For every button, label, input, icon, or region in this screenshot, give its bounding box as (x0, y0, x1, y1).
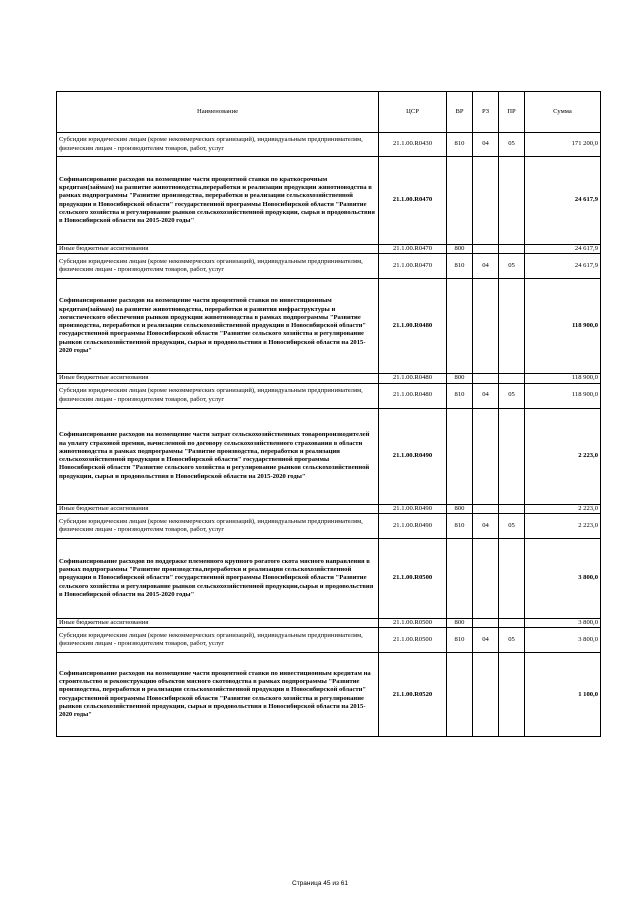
budget-table (56, 91, 601, 737)
table-row-program (57, 408, 601, 504)
cell-rz (473, 157, 499, 245)
cell-pr: 05 (499, 383, 525, 408)
cell-vr (447, 653, 473, 737)
cell-vr: 800 (447, 504, 473, 513)
cell-csr: 21.1.00.R0500 (379, 538, 447, 618)
cell-rz (473, 618, 499, 627)
cell-vr: 810 (447, 628, 473, 653)
cell-csr: 21.1.00.R0470 (379, 157, 447, 245)
cell-rz: 04 (473, 628, 499, 653)
cell-name: Софинансирование расходов на возмещение части процентной ставки по инвестиционным кредитам(займам) на развитие животноводства, переработки и развития инфраструктуры и логистического обеспечения рынков продукции животноводства в рамках подпрограммы "Развитие производства, переработки и реализации сельскохозяйственной продукции в Новосибирской области" государственной программы Новосибирской области "Развитие сельского хозяйства и регулирование рынков сельскохозяйственной продукции, сырья и продовольствия в Новосибирской области на 2015-2020 годы" (57, 279, 379, 374)
table-row (57, 628, 601, 653)
cell-vr (447, 157, 473, 245)
table-header-row (57, 92, 601, 133)
cell-pr: 05 (499, 513, 525, 538)
cell-vr (447, 279, 473, 374)
page-number: Страница 45 из 61 (292, 880, 348, 887)
cell-rz: 04 (473, 513, 499, 538)
cell-sum: 24 617,9 (525, 245, 601, 254)
cell-csr: 21.1.00.R0470 (379, 245, 447, 254)
cell-sum: 118 900,0 (525, 383, 601, 408)
cell-pr (499, 653, 525, 737)
cell-csr: 21.1.00.R0500 (379, 618, 447, 627)
budget-table-container (56, 91, 600, 737)
cell-name: Субсидии юридическим лицам (кроме некоммерческих организаций), индивидуальным предпринимателям, физическим лицам - производителям товаров, работ, услуг (57, 133, 379, 157)
cell-vr (447, 408, 473, 504)
cell-sum: 3 800,0 (525, 618, 601, 627)
cell-name: Субсидии юридическим лицам (кроме некоммерческих организаций), индивидуальным предпринимателям, физическим лицам - производителям товаров, работ, услуг (57, 254, 379, 279)
cell-pr (499, 374, 525, 383)
cell-name: Субсидии юридическим лицам (кроме некоммерческих организаций), индивидуальным предпринимателям, физическим лицам - производителям товаров, работ, услуг (57, 628, 379, 653)
cell-pr (499, 408, 525, 504)
cell-csr: 21.1.00.R0480 (379, 383, 447, 408)
cell-pr (499, 157, 525, 245)
cell-rz (473, 279, 499, 374)
cell-pr (499, 245, 525, 254)
cell-name: Софинансирование расходов на возмещение части процентной ставки по краткосрочным кредитам(займам) на развитие животноводства,переработки и реализации продукции животноводства в рамках подпрограммы "Развитие производства, переработки и реализации сельскохозяйственной продукции в Новосибирской области" государственной программы Новосибирской области "Развитие сельского хозяйства и регулирование рынков сельскохозяйственной продукции, сырья и продовольствия в Новосибирской области на 2015-2020 годы" (57, 157, 379, 245)
cell-pr: 05 (499, 133, 525, 157)
header-name: Наименование (57, 92, 379, 133)
cell-rz (473, 374, 499, 383)
cell-vr: 810 (447, 254, 473, 279)
table-row (57, 374, 601, 383)
cell-rz: 04 (473, 254, 499, 279)
cell-vr: 810 (447, 133, 473, 157)
header-vr: ВР (447, 92, 473, 133)
cell-sum: 171 200,0 (525, 133, 601, 157)
cell-csr: 21.1.00.R0480 (379, 374, 447, 383)
header-csr: ЦСР (379, 92, 447, 133)
cell-name: Софинансирование расходов по поддержке племенного крупного рогатого скота мясного направления в рамках подпрограммы "Развитие производства,переработки и реализации сельскохозяйственной продукции в Новосибирской области" государственной программы Новосибирской области "Развитие сельского хозяйства и регулирование рынков сельскохозяйственной продукции,сырья и продовольствия в Новосибирской области на 2015-2020 годы" (57, 538, 379, 618)
cell-csr: 21.1.00.R0430 (379, 133, 447, 157)
table-row (57, 383, 601, 408)
table-row (57, 504, 601, 513)
cell-csr: 21.1.00.R0520 (379, 653, 447, 737)
table-row (57, 133, 601, 157)
cell-sum: 3 800,0 (525, 538, 601, 618)
cell-name: Иные бюджетные ассигнования (57, 504, 379, 513)
header-rz: РЗ (473, 92, 499, 133)
cell-pr: 05 (499, 254, 525, 279)
table-row-program (57, 538, 601, 618)
cell-sum: 2 223,0 (525, 504, 601, 513)
cell-pr (499, 618, 525, 627)
cell-vr: 810 (447, 513, 473, 538)
cell-sum: 24 617,9 (525, 157, 601, 245)
cell-rz: 04 (473, 133, 499, 157)
cell-rz (473, 504, 499, 513)
cell-vr: 800 (447, 618, 473, 627)
cell-name: Софинансирование расходов на возмещение части затрат сельскохозяйственных товаропроизводителей на уплату страховой премии, начисленной по договору сельскохозяйственного страхования в области животноводства в рамках подпрограммы "Развитие производства, переработки и реализации сельскохозяйственной продукции в Новосибирской области" государственной программы Новосибирской области "Развитие сельского хозяйства и регулирование рынков сельскохозяйственной продукции, сырья и продовольствия в Новосибирской области на 2015-2020 годы" (57, 408, 379, 504)
table-row-program (57, 653, 601, 737)
cell-name: Софинансирование расходов на возмещение части процентной ставки по инвестиционным кредитам на строительство и реконструкцию объектов мясного скотоводства в рамках подпрограммы "Развитие производства, переработки и реализации сельскохозяйственной продукции в Новосибирской области" государственной программы Новосибирской области "Развитие сельского хозяйства и регулирование рынков сельскохозяйственной продукции, сырья и продовольствия в Новосибирской области на 2015-2020 годы" (57, 653, 379, 737)
cell-csr: 21.1.00.R0480 (379, 279, 447, 374)
cell-csr: 21.1.00.R0490 (379, 504, 447, 513)
cell-sum: 2 223,0 (525, 408, 601, 504)
cell-name: Субсидии юридическим лицам (кроме некоммерческих организаций), индивидуальным предпринимателям, физическим лицам - производителям товаров, работ, услуг (57, 513, 379, 538)
cell-csr: 21.1.00.R0500 (379, 628, 447, 653)
cell-name: Иные бюджетные ассигнования (57, 245, 379, 254)
cell-rz (473, 653, 499, 737)
cell-vr: 800 (447, 374, 473, 383)
table-row (57, 254, 601, 279)
cell-name: Иные бюджетные ассигнования (57, 374, 379, 383)
table-body (57, 133, 601, 737)
table-row-program (57, 279, 601, 374)
cell-vr: 800 (447, 245, 473, 254)
cell-vr (447, 538, 473, 618)
cell-pr (499, 504, 525, 513)
cell-pr (499, 279, 525, 374)
cell-rz (473, 245, 499, 254)
header-pr: ПР (499, 92, 525, 133)
table-row (57, 245, 601, 254)
cell-rz: 04 (473, 383, 499, 408)
cell-sum: 118 900,0 (525, 279, 601, 374)
cell-name: Иные бюджетные ассигнования (57, 618, 379, 627)
header-sum: Сумма (525, 92, 601, 133)
table-row (57, 618, 601, 627)
table-row-program (57, 157, 601, 245)
cell-rz (473, 538, 499, 618)
cell-sum: 2 223,0 (525, 513, 601, 538)
cell-pr: 05 (499, 628, 525, 653)
cell-csr: 21.1.00.R0490 (379, 513, 447, 538)
cell-csr: 21.1.00.R0490 (379, 408, 447, 504)
cell-sum: 118 900,0 (525, 374, 601, 383)
cell-csr: 21.1.00.R0470 (379, 254, 447, 279)
cell-rz (473, 408, 499, 504)
cell-name: Субсидии юридическим лицам (кроме некоммерческих организаций), индивидуальным предпринимателям, физическим лицам - производителям товаров, работ, услуг (57, 383, 379, 408)
table-row (57, 513, 601, 538)
cell-sum: 24 617,9 (525, 254, 601, 279)
cell-sum: 1 100,0 (525, 653, 601, 737)
cell-pr (499, 538, 525, 618)
cell-sum: 3 800,0 (525, 628, 601, 653)
cell-vr: 810 (447, 383, 473, 408)
